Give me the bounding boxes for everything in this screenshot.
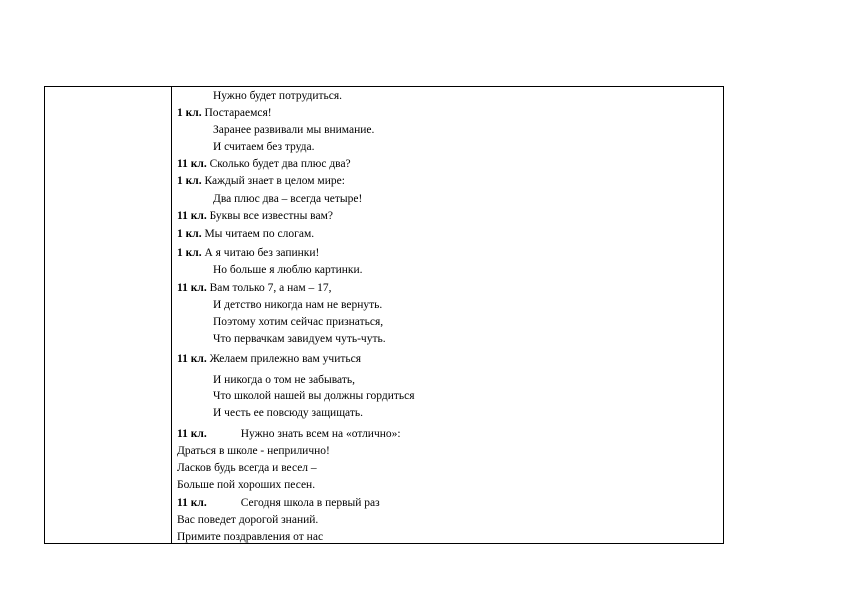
script-line: Два плюс два – всегда четыре! xyxy=(213,193,363,205)
script-line: 11 кл. Желаем прилежно вам учиться xyxy=(177,353,362,365)
script-line: Нужно будет потрудиться. xyxy=(213,90,343,102)
script-line: Драться в школе - неприлично! xyxy=(177,445,330,457)
script-line: 11 кл. Нужно знать всем на «отлично»: xyxy=(177,428,401,440)
speaker-label: 11 кл. xyxy=(177,282,207,294)
script-line: И честь ее повсюду защищать. xyxy=(213,407,364,419)
script-line: Что первачкам завидуем чуть-чуть. xyxy=(213,333,386,345)
script-line: 11 кл. Буквы все известны вам? xyxy=(177,210,333,222)
speaker-label: 1 кл. xyxy=(177,175,202,187)
speaker-label: 11 кл. xyxy=(177,428,207,440)
script-line: 11 кл. Сегодня школа в первый раз xyxy=(177,497,380,509)
speaker-label: 11 кл. xyxy=(177,210,207,222)
speaker-label: 1 кл. xyxy=(177,247,202,259)
speaker-label: 11 кл. xyxy=(177,158,207,170)
script-line: И детство никогда нам не вернуть. xyxy=(213,299,383,311)
script-line: 1 кл. А я читаю без запинки! xyxy=(177,247,320,259)
script-line: Больше пой хороших песен. xyxy=(177,479,316,491)
script-line: И считаем без труда. xyxy=(213,141,315,153)
script-line: Заранее развивали мы внимание. xyxy=(213,124,375,136)
script-line: Но больше я люблю картинки. xyxy=(213,264,363,276)
script-line: 1 кл. Постараемся! xyxy=(177,107,272,119)
speaker-label: 11 кл. xyxy=(177,497,207,509)
speaker-label: 1 кл. xyxy=(177,107,202,119)
script-line: Ласков будь всегда и весел – xyxy=(177,462,317,474)
speaker-label: 11 кл. xyxy=(177,353,207,365)
script-line: 11 кл. Вам только 7, а нам – 17, xyxy=(177,282,332,294)
script-line: 11 кл. Сколько будет два плюс два? xyxy=(177,158,351,170)
script-line: Вас поведет дорогой знаний. xyxy=(177,514,319,526)
script-table xyxy=(44,86,724,544)
speaker-label: 1 кл. xyxy=(177,228,202,240)
script-line: И никогда о том не забывать, xyxy=(213,374,355,386)
script-line: Примите поздравления от нас xyxy=(177,531,324,543)
column-divider xyxy=(171,86,172,544)
script-line: 1 кл. Каждый знает в целом мире: xyxy=(177,175,345,187)
script-line: Поэтому хотим сейчас признаться, xyxy=(213,316,384,328)
script-line: Что школой нашей вы должны гордиться xyxy=(213,390,415,402)
script-line: 1 кл. Мы читаем по слогам. xyxy=(177,228,315,240)
